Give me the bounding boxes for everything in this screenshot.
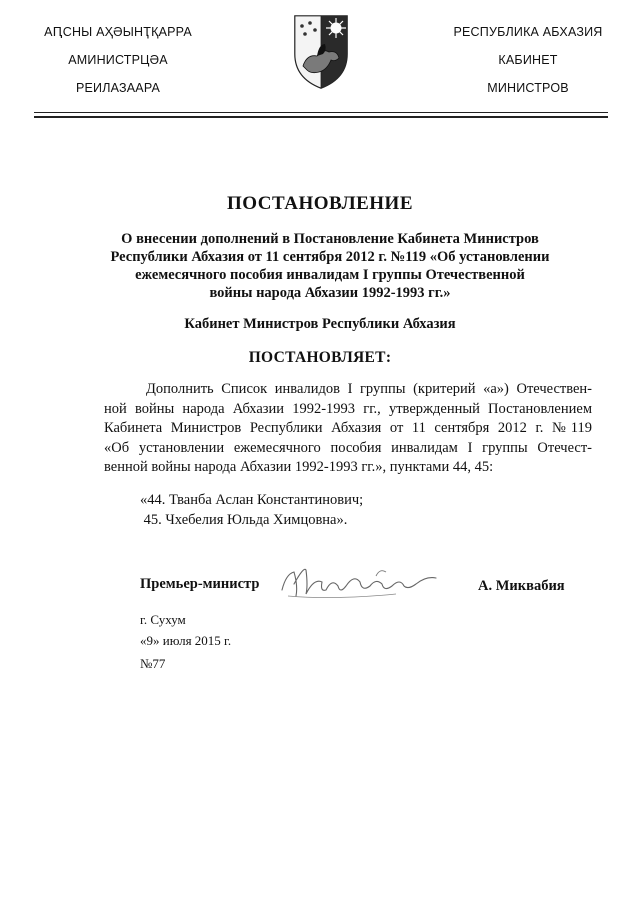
header-divider-thin [34, 112, 608, 113]
subject-line: Республики Абхазия от 11 сентября 2012 г. №119 «Об установлении [110, 249, 550, 265]
header-left [38, 24, 198, 108]
header-left-line-2: АМИНИСТРЦӘА [68, 53, 168, 67]
body-paragraph [104, 380, 592, 478]
document-type-title: ПОСТАНОВЛЕНИЕ [226, 193, 414, 214]
item-list [140, 491, 363, 530]
subject-line: ежемесячного пособия инвалидам I группы Отечественной [135, 267, 525, 283]
header-divider-thick [34, 116, 608, 118]
handwritten-signature [276, 556, 446, 606]
header-right [448, 24, 608, 108]
header-left-line-1: АԤСНЫ АҲӘЫНҬҚАРРА [44, 25, 192, 39]
subject-line: О внесении дополнений в Постановление Кабинета Министров [121, 231, 539, 247]
list-item: 45. Чхебелия Юльда Химцовна». [140, 511, 348, 528]
header-right-line-1: РЕСПУБЛИКА АБХАЗИЯ [453, 25, 603, 39]
issue-place: г. Сухум [140, 612, 186, 627]
subject-line: войны народа Абхазии 1992-1993 гг.» [209, 285, 451, 301]
body-line: ной войны народа Абхазии 1992-1993 гг., утвержденный Постановлением [104, 400, 592, 417]
document-subject [100, 230, 560, 302]
issuer: Кабинет Министров Республики Абхазия [184, 316, 456, 332]
header-right-line-3: МИНИСТРОВ [487, 81, 569, 95]
header-left-line-3: РЕИЛАЗААРА [75, 81, 161, 95]
body-line: Кабинета Министров Республики Абхазия от 11 сентября 2012 г. №119 [104, 420, 592, 436]
coat-of-arms-icon [291, 14, 351, 90]
list-item: «44. Тванба Аслан Константинович; [140, 492, 364, 508]
issue-date: «9» июля 2015 г. [140, 633, 232, 648]
document-number: №77 [140, 656, 166, 671]
body-line: Дополнить Список инвалидов I группы (критерий «а») Отечествен- [146, 381, 592, 397]
body-line: «Об установлении ежемесячного пособия инвалидам I группы Отечест- [104, 439, 592, 456]
body-line: венной войны народа Абхазии 1992-1993 гг.», пунктами 44, 45: [104, 459, 494, 475]
signatory-name: А. Миквабия [478, 578, 565, 594]
decrees-heading: ПОСТАНОВЛЯЕТ: [248, 349, 392, 366]
signatory-role: Премьер-министр [140, 576, 260, 592]
header-right-line-2: КАБИНЕТ [498, 53, 558, 67]
